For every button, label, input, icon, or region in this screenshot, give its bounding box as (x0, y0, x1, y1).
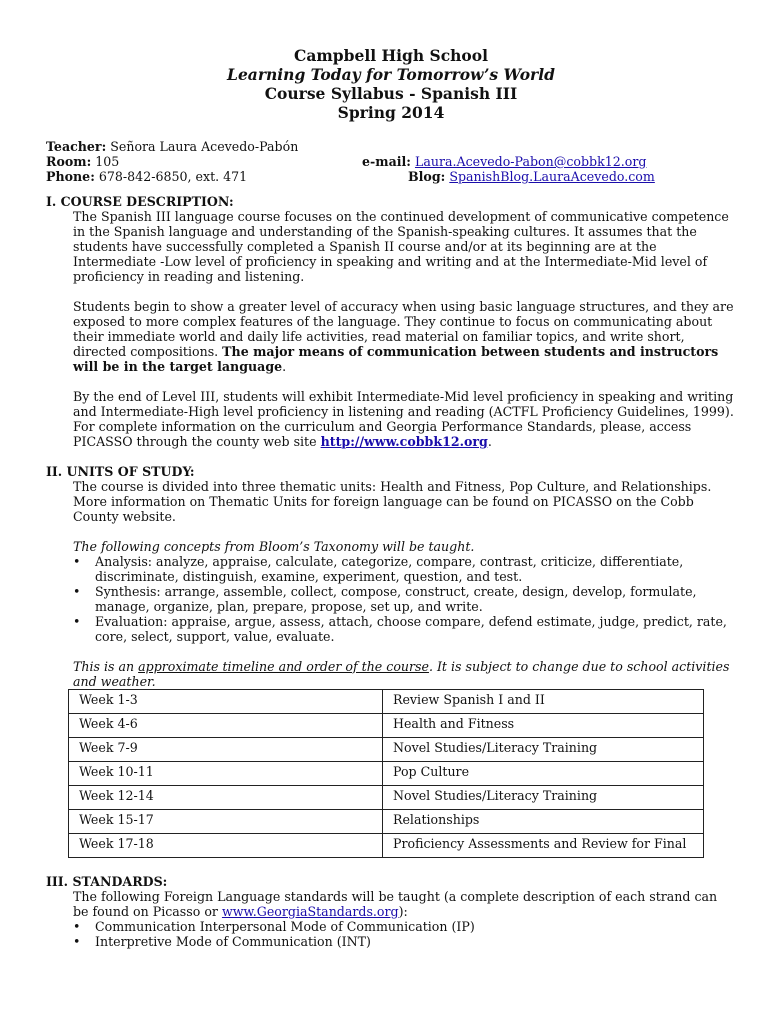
georgia-standards-link[interactable]: www.GeorgiaStandards.org (221, 904, 399, 919)
week-cell: Week 10-11 (69, 762, 383, 786)
week-cell: Week 4-6 (69, 714, 383, 738)
list-item: • Interpretive Mode of Communication (INT) (73, 934, 736, 949)
section-units-heading: II. UNITS OF STUDY: (46, 464, 195, 479)
title-block (46, 46, 736, 122)
week-cell: Week 15-17 (69, 810, 383, 834)
room-label: Room: (46, 154, 92, 169)
blog-link[interactable]: SpanishBlog.LauraAcevedo.com (449, 169, 655, 184)
description-paragraph: For complete information on the curriculum and Georgia Performance Standards, please, access PICASSO through the county web site http://www.cobbk12.org. (73, 419, 692, 449)
timeline-table (68, 689, 704, 858)
table-row (69, 810, 704, 834)
timeline-note: approximate timeline and order of the course (138, 659, 429, 674)
teacher-line (46, 139, 298, 154)
teacher-label: Teacher: (46, 139, 107, 154)
section-course-description-heading: I. COURSE DESCRIPTION: (46, 194, 234, 209)
description-paragraph: The Spanish III language course focuses on the continued development of communicative competence in the Spanish language and understanding of the Spanish-speaking cultures. It assumes that the students have successfully completed a Spanish II course and/or at its beginning are at the Intermediate -Low level of proficiency in speaking and writing and at the Intermediate-Mid level of proficiency in reading and listening. (73, 209, 729, 284)
week-cell: Week 17-18 (69, 834, 383, 858)
week-cell: Week 1-3 (69, 690, 383, 714)
cobbk12-link[interactable]: http://www.cobbk12.org (320, 434, 488, 449)
course-title: Course Syllabus - Spanish III (264, 84, 518, 103)
teacher-name: Señora Laura Acevedo-Pabón (110, 139, 299, 154)
room-number: 105 (95, 154, 120, 169)
table-row (69, 714, 704, 738)
syllabus-page (46, 46, 736, 949)
topic-cell: Novel Studies/Literacy Training (383, 738, 704, 762)
school-motto: Learning Today for Tomorrow’s World (227, 65, 555, 84)
target-language-note: The major means of communication between students and instructors will be in the target language (73, 344, 719, 374)
units-paragraph: The course is divided into three thematic units: Health and Fitness, Pop Culture, and Relationships. More information on Thematic Units for foreign language can be found on PICASSO on the Cobb County website. (73, 479, 712, 524)
table-row (69, 738, 704, 762)
topic-cell: Pop Culture (383, 762, 704, 786)
phone-label: Phone: (46, 169, 95, 184)
table-row (69, 690, 704, 714)
topic-cell: Novel Studies/Literacy Training (383, 786, 704, 810)
section-course-description (73, 209, 736, 449)
section-units (73, 479, 736, 554)
section-standards-heading: III. STANDARDS: (46, 874, 168, 889)
contact-info (46, 139, 736, 185)
week-cell: Week 12-14 (69, 786, 383, 810)
list-item: • Analysis: analyze, appraise, calculate, categorize, compare, contrast, criticize, differentiate, discriminate, distinguish, examine, experiment, question, and test. (73, 554, 736, 584)
blog-label: Blog: (408, 169, 446, 184)
list-item: • Evaluation: appraise, argue, assess, attach, choose compare, defend estimate, judge, predict, rate, core, select, support, value, evaluate. (73, 614, 736, 644)
email-label: e-mail: (362, 154, 411, 169)
room-line (46, 154, 119, 169)
week-cell: Week 7-9 (69, 738, 383, 762)
topic-cell: Proficiency Assessments and Review for Final (383, 834, 704, 858)
topic-cell: Review Spanish I and II (383, 690, 704, 714)
standards-list (73, 919, 736, 949)
bloom-list (73, 554, 736, 644)
phone-line (46, 169, 247, 184)
email-line (362, 154, 646, 169)
bloom-intro: The following concepts from Bloom’s Taxonomy will be taught. (73, 539, 475, 554)
topic-cell: Relationships (383, 810, 704, 834)
list-item: • Communication Interpersonal Mode of Communication (IP) (73, 919, 736, 934)
description-paragraph: By the end of Level III, students will exhibit Intermediate-Mid level proficiency in speaking and writing and Intermediate-High level proficiency in listening and reading (ACTFL Proficiency Guidelines, 1999). (73, 389, 734, 419)
school-name: Campbell High School (294, 46, 488, 65)
table-row (69, 834, 704, 858)
table-row (69, 786, 704, 810)
description-paragraph: Students begin to show a greater level of accuracy when using basic language structures, and they are exposed to more complex features of the language. They continue to focus on communicating about their immediate world and daily life activities, read material on familiar topics, and write short, directed compositions. The major means of communication between students and instructors will be in the target language. (73, 299, 734, 374)
topic-cell: Health and Fitness (383, 714, 704, 738)
term: Spring 2014 (337, 103, 445, 122)
timeline-intro: This is an approximate timeline and order of the course. It is subject to change due to school activities and weather. (73, 659, 730, 689)
phone-number: 678-842-6850, ext. 471 (98, 169, 248, 184)
email-link[interactable]: Laura.Acevedo-Pabon@cobbk12.org (414, 154, 647, 169)
blog-line (408, 169, 655, 184)
section-standards: The following Foreign Language standards will be taught (a complete description of each strand can be found on Picasso or www.GeorgiaStandards.org): (73, 889, 718, 919)
list-item: • Synthesis: arrange, assemble, collect, compose, construct, create, design, develop, formulate, manage, organize, plan, prepare, propose, set up, and write. (73, 584, 736, 614)
table-row (69, 762, 704, 786)
